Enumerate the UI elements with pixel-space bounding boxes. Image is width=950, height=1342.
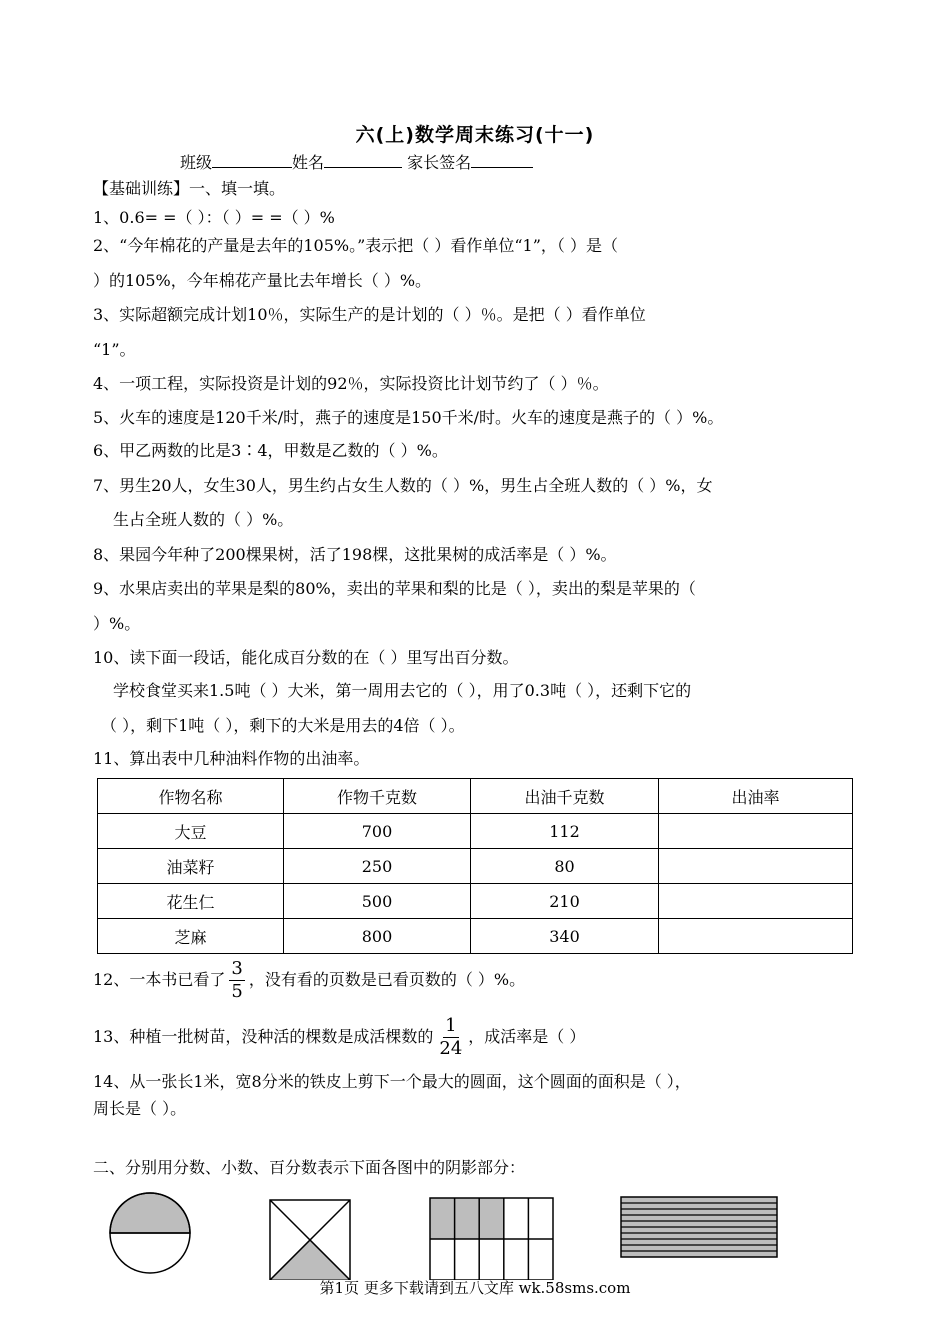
question-8: 8、果园今年种了200棵果树，活了198棵，这批果树的成活率是（ ）%。: [93, 545, 617, 564]
fraction-3-5: [229, 958, 244, 1003]
fraction-1-24: [437, 1015, 464, 1060]
table-cell: 大豆: [98, 814, 284, 849]
section1-heading: 【基础训练】一、填一填。: [93, 179, 286, 198]
question-13-after: ，成活率是（ ）: [468, 1027, 586, 1046]
table-cell: 210: [471, 884, 659, 919]
answer-cell[interactable]: [659, 884, 853, 919]
square-diagonal-figure: [270, 1200, 350, 1280]
grid-shaded-cell: [430, 1198, 455, 1239]
square-shaded-triangle: [270, 1240, 350, 1280]
name-blank[interactable]: [324, 151, 402, 168]
table-cell: 250: [284, 849, 471, 884]
table-cell: 500: [284, 884, 471, 919]
question-7-line1: 7、男生20人，女生30人，男生约占女生人数的（ ）%，男生占全班人数的（ ）%，女: [93, 476, 713, 495]
class-label: 班级: [180, 153, 213, 172]
question-14-line1: 14、从一张长1米，宽8分米的铁皮上剪下一个最大的圆面，这个圆面的面积是（ ），: [93, 1072, 691, 1091]
grid-shaded-cell: [455, 1198, 480, 1239]
half-shaded-circle-figure: [110, 1193, 190, 1273]
grid-shaded-cell: [479, 1198, 504, 1239]
fraction-denominator: 24: [439, 1038, 463, 1059]
fraction-numerator: 3: [231, 958, 243, 979]
fraction-numerator: 1: [445, 1015, 457, 1036]
table-cell: 80: [471, 849, 659, 884]
table-row: [98, 884, 853, 919]
answer-cell[interactable]: [659, 849, 853, 884]
section2-heading: 二、分别用分数、小数、百分数表示下面各图中的阴影部分：: [93, 1158, 526, 1177]
fraction-denominator: 5: [231, 981, 243, 1002]
question-2-line2: ）的105%，今年棉花产量比去年增长（ ）%。: [93, 271, 432, 290]
question-7-line2: 生占全班人数的（ ）%。: [113, 510, 294, 529]
table-cell: 油菜籽: [98, 849, 284, 884]
answer-cell[interactable]: [659, 919, 853, 954]
table-header-cell: 出油率: [659, 779, 853, 814]
table-header-cell: 作物名称: [98, 779, 284, 814]
answer-cell[interactable]: [659, 814, 853, 849]
table-cell: 花生仁: [98, 884, 284, 919]
question-12-after: ，没有看的页数是已看页数的（ ）%。: [248, 970, 526, 989]
table-cell: 700: [284, 814, 471, 849]
question-3-line1: 3、实际超额完成计划10％，实际生产的是计划的（ ）％。是把（ ）看作单位: [93, 305, 646, 324]
parent-sign-label: 家长签名: [407, 153, 472, 172]
striped-rectangle-figure: [621, 1197, 777, 1257]
question-6: 6、甲乙两数的比是3∶4，甲数是乙数的（ ）%。: [93, 441, 448, 460]
question-11: 11、算出表中几种油料作物的出油率。: [93, 749, 370, 768]
table-cell: 芝麻: [98, 919, 284, 954]
question-4: 4、一项工程，实际投资是计划的92％，实际投资比计划节约了（ ）％。: [93, 374, 609, 393]
question-1: 1、0.6= =（ ）：（ ）= =（ ）%: [93, 208, 335, 227]
question-10-text-line2: （ ），剩下1吨（ ），剩下的大米是用去的4倍（ ）。: [101, 716, 465, 735]
page-footer: 第1页 更多下载请到五八文库 wk.58sms.com: [319, 1279, 631, 1297]
question-10-text-line1: 学校食堂买来1.5吨（ ）大米，第一周用去它的（ ），用了0.3吨（ ），还剩下它的: [113, 681, 692, 700]
parent-sign-blank[interactable]: [471, 151, 533, 168]
table-header-cell: 出油千克数: [471, 779, 659, 814]
table-cell: 340: [471, 919, 659, 954]
question-12-before: 12、一本书已看了: [93, 970, 226, 989]
question-13: [93, 1013, 585, 1061]
question-10: 10、读下面一段话，能化成百分数的在（ ）里写出百分数。: [93, 648, 519, 667]
table-header-row: [98, 779, 853, 814]
table-row: [98, 919, 853, 954]
page-title: 六(上)数学周末练习(十一): [355, 124, 595, 146]
table-cell: 112: [471, 814, 659, 849]
table-row: [98, 814, 853, 849]
question-13-before: 13、种植一批树苗，没种活的棵数是成活棵数的: [93, 1027, 434, 1046]
question-9-line2: ）%。: [93, 614, 141, 633]
question-9-line1: 9、水果店卖出的苹果是梨的80%，卖出的苹果和梨的比是（ ），卖出的梨是苹果的（: [93, 579, 696, 598]
question-2-line1: 2、“今年棉花的产量是去年的105%。”表示把（ ）看作单位“1”，（ ）是（: [93, 236, 618, 255]
grid-figure: [430, 1198, 553, 1280]
class-blank[interactable]: [212, 151, 292, 168]
question-12: [93, 956, 525, 1004]
question-14-line2: 周长是（ ）。: [93, 1099, 187, 1118]
circle-shaded-half: [110, 1193, 190, 1233]
question-5: 5、火车的速度是120千米/时，燕子的速度是150千米/时。火车的速度是燕子的（ ）%。: [93, 408, 724, 427]
table-row: [98, 849, 853, 884]
name-label: 姓名: [292, 153, 325, 172]
oil-rate-table: [97, 778, 853, 954]
table-cell: 800: [284, 919, 471, 954]
question-3-line2: “1”。: [93, 340, 136, 359]
header-fields: [180, 151, 533, 173]
table-header-cell: 作物千克数: [284, 779, 471, 814]
shaded-figures: [0, 1190, 950, 1280]
